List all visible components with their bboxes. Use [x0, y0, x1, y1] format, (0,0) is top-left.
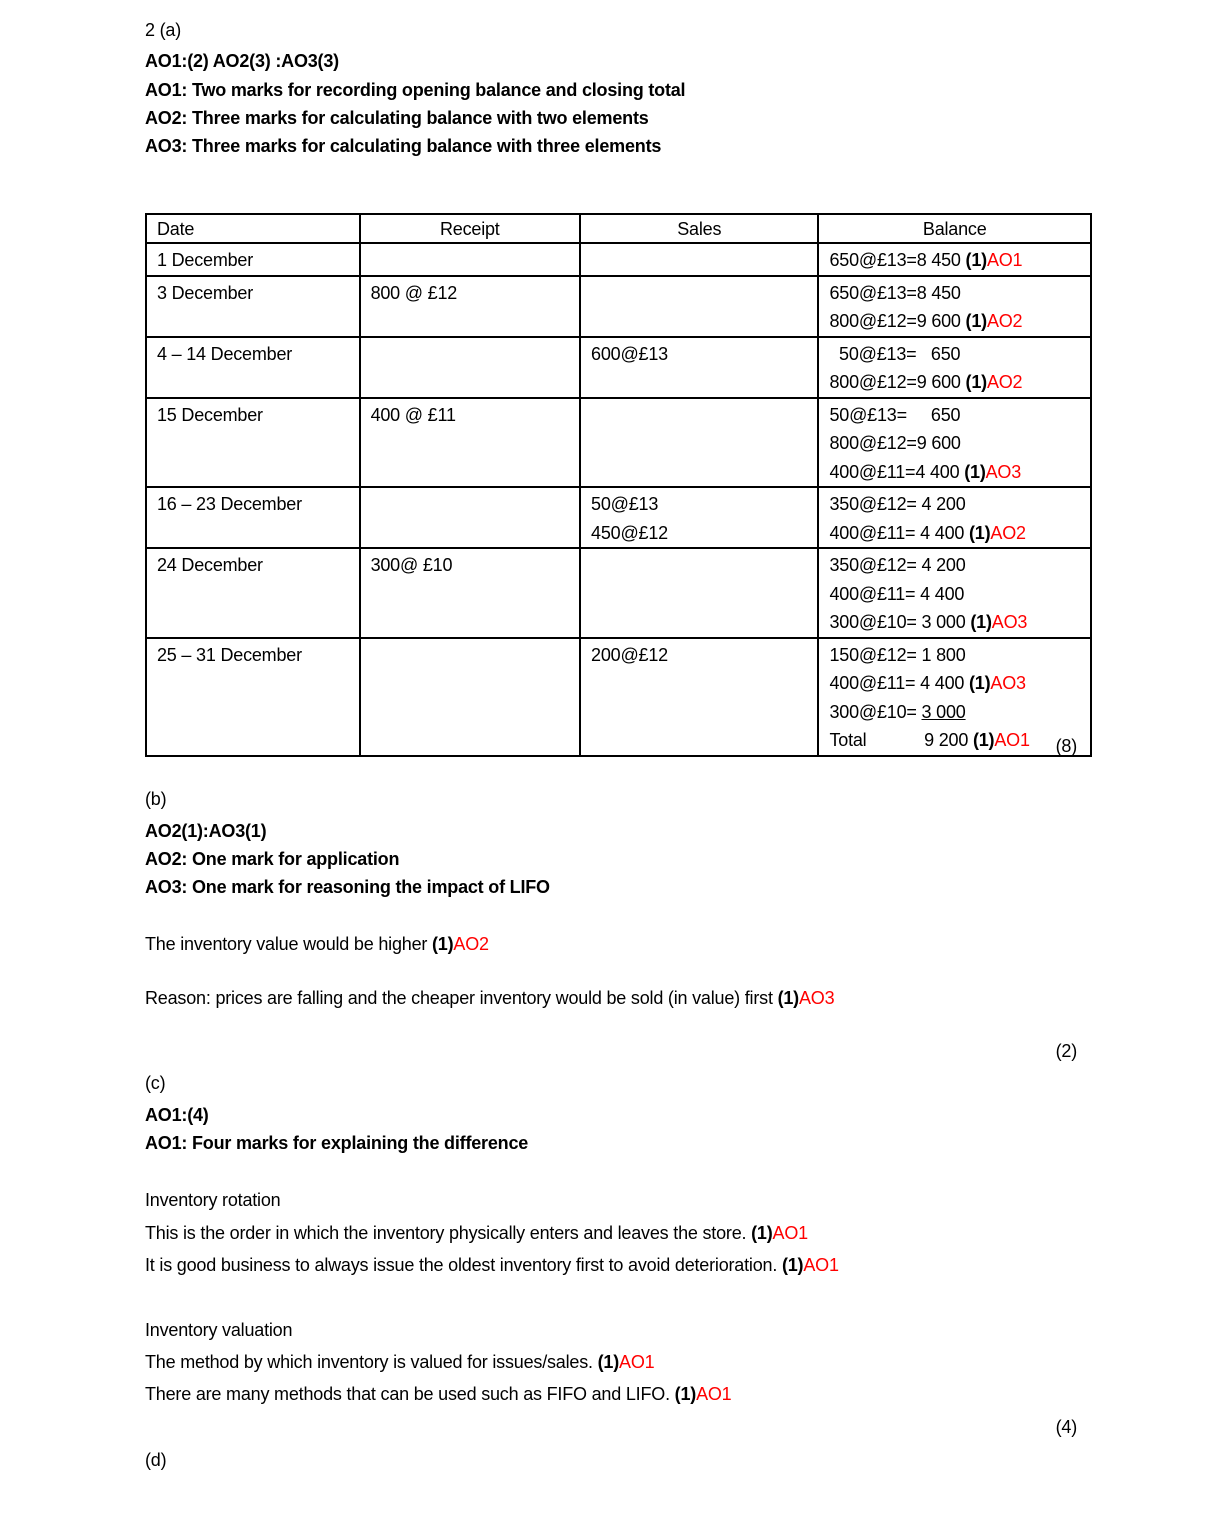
table-row: [146, 243, 1091, 276]
ao-tag: AO1: [619, 1352, 655, 1372]
sales-entry: 600@£13: [591, 343, 668, 364]
balance-line: [829, 429, 1080, 458]
answer-text: The inventory value would be higher: [145, 934, 432, 954]
balance-line: [829, 641, 1080, 670]
answer-text: 50@£13= 650: [829, 404, 961, 425]
answer-text: 650@£13=8 450: [829, 250, 966, 270]
balance-line: [829, 519, 1080, 548]
underlined-total: 3 000: [921, 701, 966, 722]
part-b-answer: [145, 932, 489, 956]
balance-line: [829, 608, 1080, 637]
answer-text: 150@£12= 1 800: [829, 644, 966, 665]
mark-count: (1): [965, 250, 987, 270]
mark-count: (1): [965, 311, 987, 331]
part-b-reason: [145, 986, 834, 1010]
sales-cell: [580, 548, 818, 638]
column-header-receipt: Receipt: [360, 214, 580, 243]
answer-text: 800@£12=9 600: [829, 372, 966, 392]
sales-entry: 450@£12: [591, 522, 668, 543]
mark-count: (1): [777, 988, 799, 1008]
valuation-point: [145, 1350, 654, 1374]
ao-tag: AO3: [990, 673, 1026, 693]
answer-text: 650@£13=8 450: [829, 282, 961, 303]
ao-tag: AO1: [994, 730, 1030, 750]
balance-line: [829, 368, 1080, 397]
receipt-cell: [360, 243, 580, 276]
part-b-marks: (2): [1055, 1041, 1077, 1061]
inventory-table: [145, 213, 1092, 757]
answer-text: Total 9 200: [829, 730, 973, 750]
valuation-heading: Inventory valuation: [145, 1320, 293, 1340]
answer-text: 350@£12= 4 200: [829, 494, 966, 514]
answer-text: 300@£10= 3 000: [829, 612, 971, 632]
part-a-ao-summary: AO1:(2) AO2(3) :AO3(3): [145, 51, 339, 71]
balance-cell: [818, 276, 1091, 337]
mark-count: (1): [969, 522, 991, 543]
part-a-ao3-criteria: AO3: Three marks for calculating balance with three elements: [145, 136, 662, 156]
balance-line: [829, 340, 1080, 369]
balance-line: [829, 698, 1080, 727]
balance-line: [829, 401, 1080, 430]
part-c-marks: (4): [1055, 1417, 1077, 1437]
table-row: [146, 337, 1091, 398]
balance-line: [829, 490, 1080, 519]
part-a-marks: (8): [1055, 736, 1077, 756]
date-cell: 3 December: [146, 276, 360, 337]
part-b-ao2-criteria: AO2: One mark for application: [145, 849, 400, 869]
part-c-ao-summary: AO1:(4): [145, 1105, 209, 1125]
ao-tag: AO2: [990, 522, 1026, 543]
date-cell: 24 December: [146, 548, 360, 638]
answer-text: 800@£12=9 600: [829, 311, 966, 331]
ao-tag: AO2: [453, 934, 489, 954]
receipt-cell: [360, 398, 580, 488]
table-row: [146, 638, 1091, 756]
balance-line: [829, 669, 1080, 698]
sales-entry: 50@£13: [591, 494, 659, 514]
balance-cell: [818, 337, 1091, 398]
receipt-cell: [360, 276, 580, 337]
answer-text: 800@£12=9 600: [829, 433, 961, 453]
sales-cell: [580, 276, 818, 337]
table-row: [146, 548, 1091, 638]
receipt-cell: [360, 548, 580, 638]
column-header-date: Date: [146, 214, 360, 243]
answer-text: 400@£11= 4 400: [829, 583, 965, 604]
part-d-label: (d): [145, 1450, 167, 1470]
balance-cell: [818, 243, 1091, 276]
answer-text: The method by which inventory is valued for issues/sales.: [145, 1352, 598, 1372]
date-cell: 1 December: [146, 243, 360, 276]
receipt-cell: [360, 487, 580, 548]
answer-text: 400@£11= 4 400: [829, 673, 970, 693]
balance-line: [829, 279, 1080, 308]
table-row: [146, 276, 1091, 337]
mark-count: (1): [970, 612, 992, 632]
receipt-cell: [360, 638, 580, 756]
ao-tag: AO1: [772, 1223, 808, 1243]
answer-text: 400@£11= 4 400: [829, 522, 970, 543]
balance-line: [829, 726, 1080, 755]
ao-tag: AO3: [985, 461, 1022, 482]
part-a-ao2-criteria: AO2: Three marks for calculating balance with two elements: [145, 108, 649, 128]
answer-text: This is the order in which the inventory physically enters and leaves the store.: [145, 1223, 752, 1243]
rotation-heading: Inventory rotation: [145, 1190, 281, 1210]
mark-count: (1): [751, 1223, 773, 1243]
table-row: [146, 398, 1091, 488]
sales-cell: [580, 398, 818, 488]
rotation-point: [145, 1221, 808, 1245]
table-header-row: [146, 214, 1091, 243]
date-cell: 4 – 14 December: [146, 337, 360, 398]
mark-count: (1): [674, 1384, 697, 1404]
column-header-balance: Balance: [818, 214, 1091, 243]
balance-cell: [818, 548, 1091, 638]
mark-count: (1): [964, 461, 986, 482]
part-a-label: 2 (a): [145, 20, 182, 40]
sales-cell: [580, 638, 818, 756]
ao-tag: AO2: [986, 311, 1023, 331]
date-cell: 16 – 23 December: [146, 487, 360, 548]
balance-line: [829, 580, 1080, 609]
receipt-entry: 400 @ £11: [370, 404, 456, 425]
sales-cell: [580, 337, 818, 398]
answer-text: 350@£12= 4 200: [829, 555, 966, 575]
receipt-entry: 300@ £10: [370, 555, 453, 575]
part-c-label: (c): [145, 1073, 166, 1093]
part-a-ao1-criteria: AO1: Two marks for recording opening balance and closing total: [145, 80, 686, 100]
mark-count: (1): [431, 934, 454, 954]
balance-line: [829, 551, 1080, 580]
date-cell: 25 – 31 December: [146, 638, 360, 756]
answer-text: Reason: prices are falling and the cheaper inventory would be sold (in value) first: [145, 988, 778, 1008]
balance-cell: [818, 638, 1091, 756]
balance-cell: [818, 398, 1091, 488]
mark-count: (1): [965, 372, 987, 392]
balance-line: [829, 307, 1080, 336]
ao-tag: AO2: [986, 372, 1023, 392]
answer-text: 400@£11=4 400: [829, 461, 965, 482]
mark-count: (1): [781, 1255, 804, 1275]
sales-entry: 200@£12: [591, 644, 668, 665]
sales-cell: [580, 243, 818, 276]
answer-text: 50@£13= 650: [829, 343, 961, 364]
column-header-sales: Sales: [580, 214, 818, 243]
part-b-label: (b): [145, 789, 167, 809]
answer-text: It is good business to always issue the oldest inventory first to avoid deterioration.: [145, 1255, 782, 1275]
rotation-point: [145, 1253, 839, 1277]
receipt-cell: [360, 337, 580, 398]
balance-cell: [818, 487, 1091, 548]
part-b-ao3-criteria: AO3: One mark for reasoning the impact of LIFO: [145, 877, 550, 897]
ao-tag: AO3: [798, 988, 835, 1008]
answer-text: 300@£10=: [829, 701, 922, 722]
ao-tag: AO3: [991, 612, 1028, 632]
ao-tag: AO1: [696, 1384, 732, 1404]
receipt-entry: 800 @ £12: [370, 282, 458, 303]
mark-count: (1): [969, 673, 991, 693]
date-cell: 15 December: [146, 398, 360, 488]
mark-count: (1): [597, 1352, 620, 1372]
sales-cell: [580, 487, 818, 548]
part-b-ao-summary: AO2(1):AO3(1): [145, 821, 267, 841]
ao-tag: AO1: [986, 250, 1023, 270]
table-row: [146, 487, 1091, 548]
part-c-ao1-criteria: AO1: Four marks for explaining the difference: [145, 1133, 529, 1153]
answer-text: There are many methods that can be used such as FIFO and LIFO.: [145, 1384, 675, 1404]
ao-tag: AO1: [803, 1255, 839, 1275]
balance-line: [829, 246, 1080, 275]
balance-line: [829, 458, 1080, 487]
valuation-point: [145, 1382, 732, 1406]
mark-count: (1): [972, 730, 995, 750]
